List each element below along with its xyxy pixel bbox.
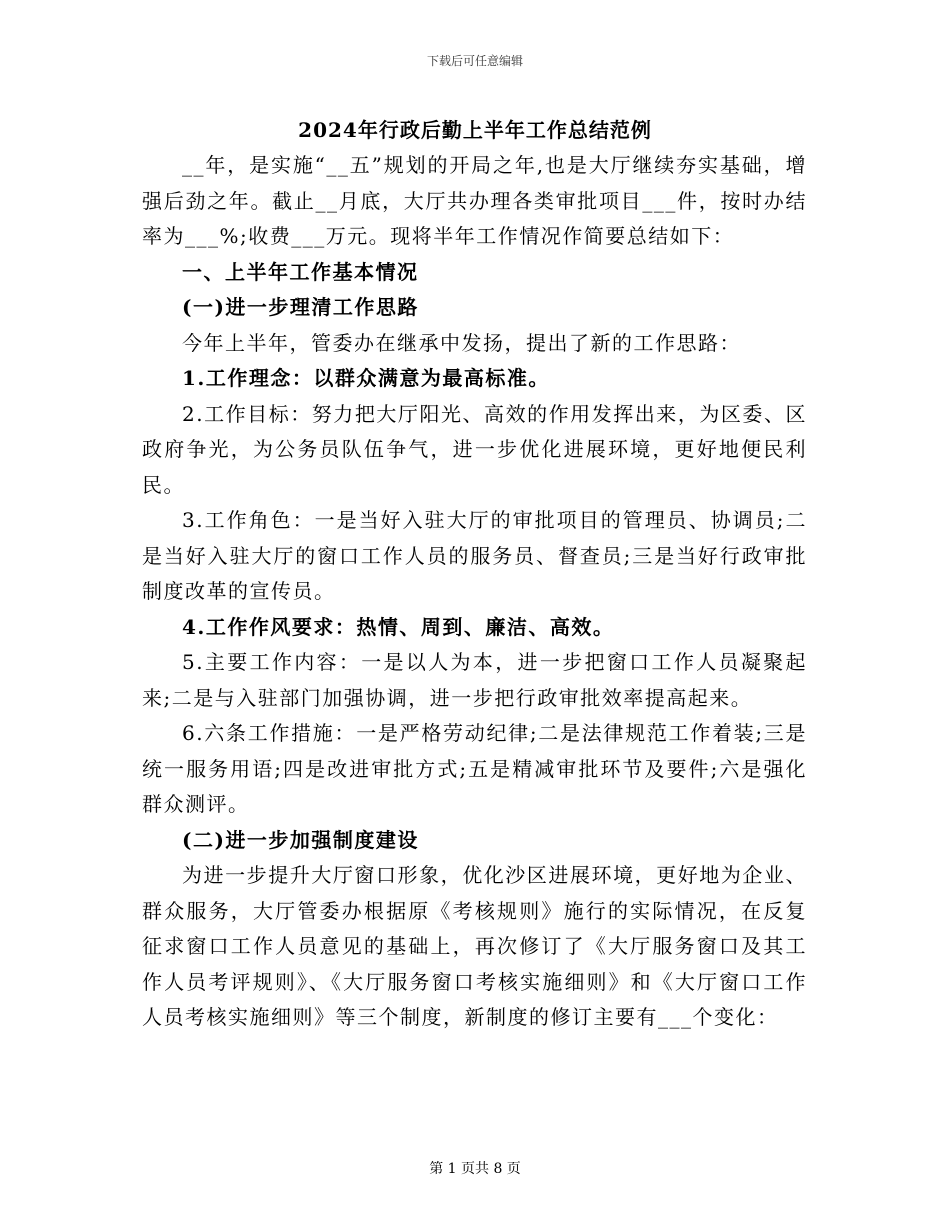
section-heading-1: 一、上半年工作基本情况	[182, 259, 419, 284]
list-item-4: 4.工作作风要求：热情、周到、廉洁、高效。	[182, 614, 615, 639]
list-item-1: 1.工作理念：以群众满意为最高标准。	[182, 366, 550, 390]
list-item-3: 3.工作角色：一是当好入驻大厅的审批项目的管理员、协调员;二是当好入驻大厅的窗口工作人员的服务员、督查员;三是当好行政审批制度改革的宣传员。	[142, 508, 807, 603]
paragraph: 今年上半年，管委办在继承中发扬，提出了新的工作思路：	[182, 330, 741, 355]
subsection-heading-2: (二)进一步加强制度建设	[182, 827, 419, 852]
list-item-2: 2.工作目标：努力把大厅阳光、高效的作用发挥出来，为区委、区政府争光，为公务员队伍争气，进一步优化进展环境，更好地便民利民。	[142, 401, 807, 497]
header-note: 下载后可任意编辑	[426, 54, 523, 68]
document-body	[142, 148, 807, 1036]
list-item-6: 6.六条工作措施：一是严格劳动纪律;二是法律规范工作着装;三是统一服务用语;四是改进审批方式;五是精减审批环节及要件;六是强化群众测评。	[142, 721, 807, 816]
page-footer: 第 1 页共 8 页	[429, 1161, 521, 1177]
paragraph-intro: __年，是实施“__五”规划的开局之年,也是大厅继续夯实基础，增强后劲之年。截止__月底，大厅共办理各类审批项目___件，按时办结率为___%;收费___万元。现将半年工作情况作简要总结如下：	[142, 153, 807, 248]
paragraph: 为进一步提升大厅窗口形象，优化沙区进展环境，更好地为企业、群众服务，大厅管委办根据原《考核规则》施行的实际情况，在反复征求窗口工作人员意见的基础上，再次修订了《大厅服务窗口及其工作人员考评规则》、《大厅服务窗口考核实施细则》和《大厅窗口工作人员考核实施细则》等三个制度，新制度的修订主要有___个变化：	[142, 863, 807, 1029]
document-title: 2024年行政后勤上半年工作总结范例	[298, 118, 652, 142]
list-item-5: 5.主要工作内容：一是以人为本，进一步把窗口工作人员凝聚起来;二是与入驻部门加强协调，进一步把行政审批效率提高起来。	[142, 650, 807, 710]
subsection-heading-1: (一)进一步理清工作思路	[182, 295, 419, 319]
